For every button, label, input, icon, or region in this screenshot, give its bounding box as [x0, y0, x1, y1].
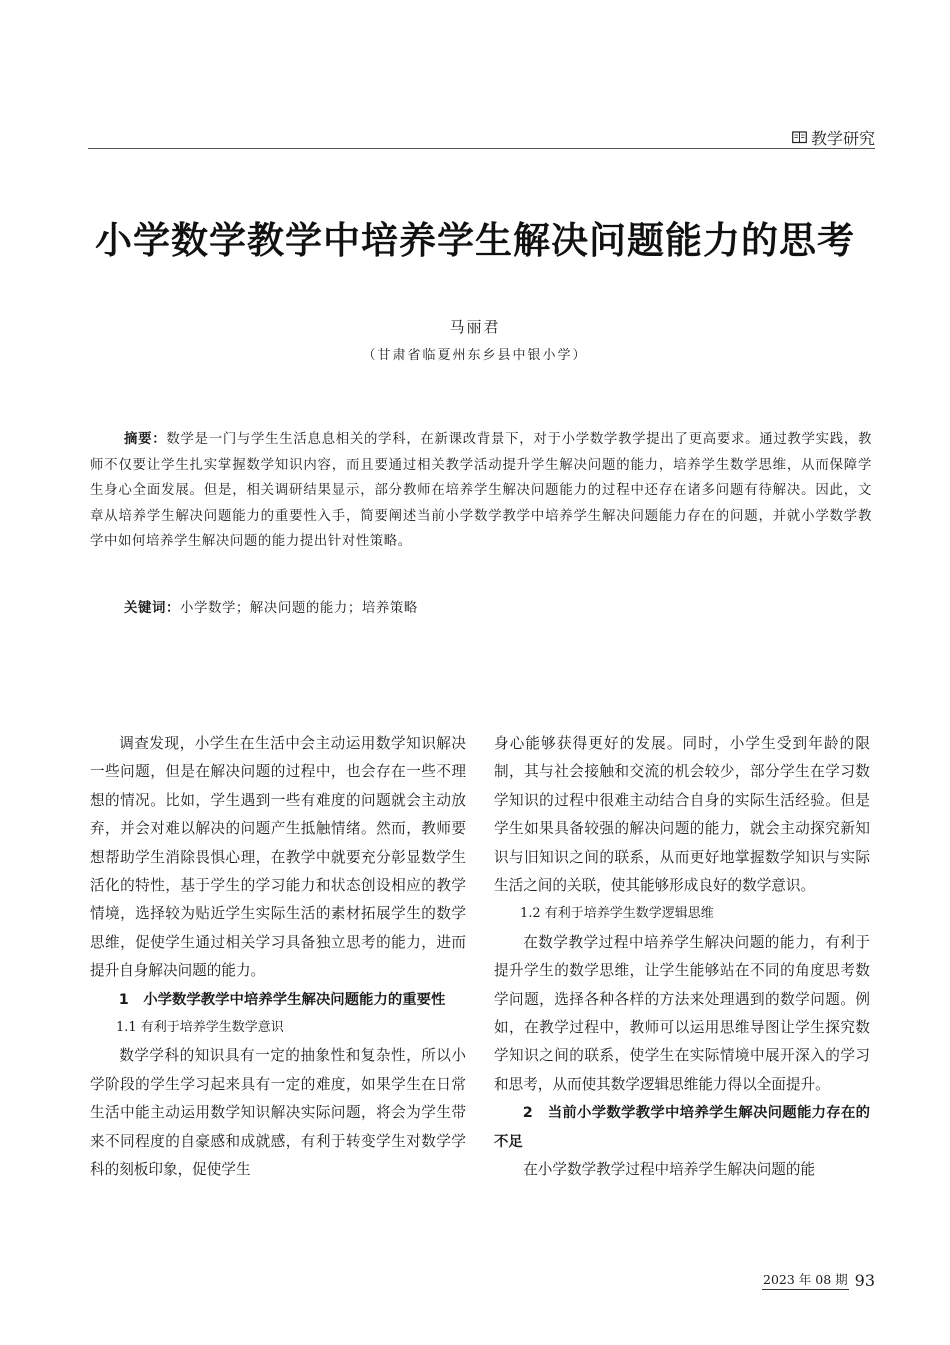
section-label — [792, 126, 875, 149]
issue-label: 2023 年 08 期 — [762, 1270, 849, 1290]
subsection-heading-1-1: 1.1 有利于培养学生数学意识 — [116, 1020, 284, 1036]
page-number: 93 — [854, 1270, 875, 1290]
abstract-text: 数学是一门与学生生活息息相关的学科，在新课改背景下，对于小学数学教学提出了更高要求。通过教学实践，教师不仅要让学生扎实掌握数学知识内容，而且要通过相关教学活动提升学生解决问题的能力，培养学生数学思维，从而保障学生身心全面发展。但是，相关调研结果显示，部分教师在培养学生解决问题能力的过程中还存在诸多问题有待解决。因此，文章从培养学生解决问题能力的重要性入手，简要阐述当前小学数学教学中培养学生解决问题能力存在的问题，并就小学数学教学中如何培养学生解决问题的能力提出针对性策略。 — [90, 432, 872, 549]
keywords-text: 小学数学；解决问题的能力；培养策略 — [179, 601, 418, 616]
left-column — [90, 730, 466, 1185]
article-title: 小学数学教学中培养学生解决问题能力的思考 — [95, 219, 855, 262]
abstract — [90, 427, 872, 555]
paragraph-continued: 身心能够获得更好的发展。同时，小学生受到年龄的限制，其与社会接触和交流的机会较少，部分学生在学习数学知识的过程中很难主动结合自身的实际生活经验。但是学生如果具备较强的解决问题的能力，就会主动探究新知识与旧知识之间的联系，从而更好地掌握数学知识与实际生活之间的关联，使其能够形成良好的数学意识。 — [494, 735, 870, 895]
header-rule — [88, 148, 875, 149]
abstract-label: 摘要： — [124, 432, 167, 447]
keywords — [124, 596, 872, 621]
section-heading-1: 1 小学数学教学中培养学生解决问题能力的重要性 — [118, 991, 446, 1008]
subsection-heading-1-2: 1.2 有利于培养学生数学逻辑思维 — [520, 906, 714, 922]
page-footer — [762, 1270, 875, 1290]
book-icon — [792, 131, 807, 144]
paragraph: 在数学教学过程中培养学生解决问题的能力，有利于提升学生的数学思维，让学生能够站在不同的角度思考数学问题，选择各种各样的方法来处理遇到的数学问题。例如，在教学过程中，教师可以运用思维导图让学生探究数学知识之间的联系，使学生在实际情境中展开深入的学习和思考，从而使其数学逻辑思维能力得以全面提升。 — [494, 933, 870, 1093]
section-heading-2: 2 当前小学数学教学中培养学生解决问题能力存在的不足 — [494, 1105, 870, 1150]
section-name: 教学研究 — [810, 129, 875, 148]
paragraph: 数学学科的知识具有一定的抽象性和复杂性，所以小学阶段的学生学习起来具有一定的难度，如果学生在日常生活中能主动运用数学知识解决实际问题，将会为学生带来不同程度的自豪感和成就感，有利于转变学生对数学学科的刻板印象，促使学生 — [90, 1047, 466, 1179]
author-affiliation: （甘肃省临夏州东乡县中银小学） — [362, 348, 588, 363]
paragraph: 调查发现，小学生在生活中会主动运用数学知识解决一些问题，但是在解决问题的过程中，也会存在一些不理想的情况。比如，学生遇到一些有难度的问题就会主动放弃，并会对难以解决的问题产生抵触情绪。然而，教师要想帮助学生消除畏惧心理，在教学中就要充分彰显数学生活化的特性，基于学生的学习能力和状态创设相应的教学情境，选择较为贴近学生实际生活的素材拓展学生的数学思维，促使学生通过相关学习具备独立思考的能力，进而提升自身解决问题的能力。 — [90, 735, 466, 980]
author-name: 马丽君 — [449, 318, 501, 336]
right-column — [494, 730, 870, 1185]
paragraph: 在小学数学教学过程中培养学生解决问题的能 — [523, 1161, 816, 1179]
keywords-label: 关键词： — [124, 601, 180, 616]
